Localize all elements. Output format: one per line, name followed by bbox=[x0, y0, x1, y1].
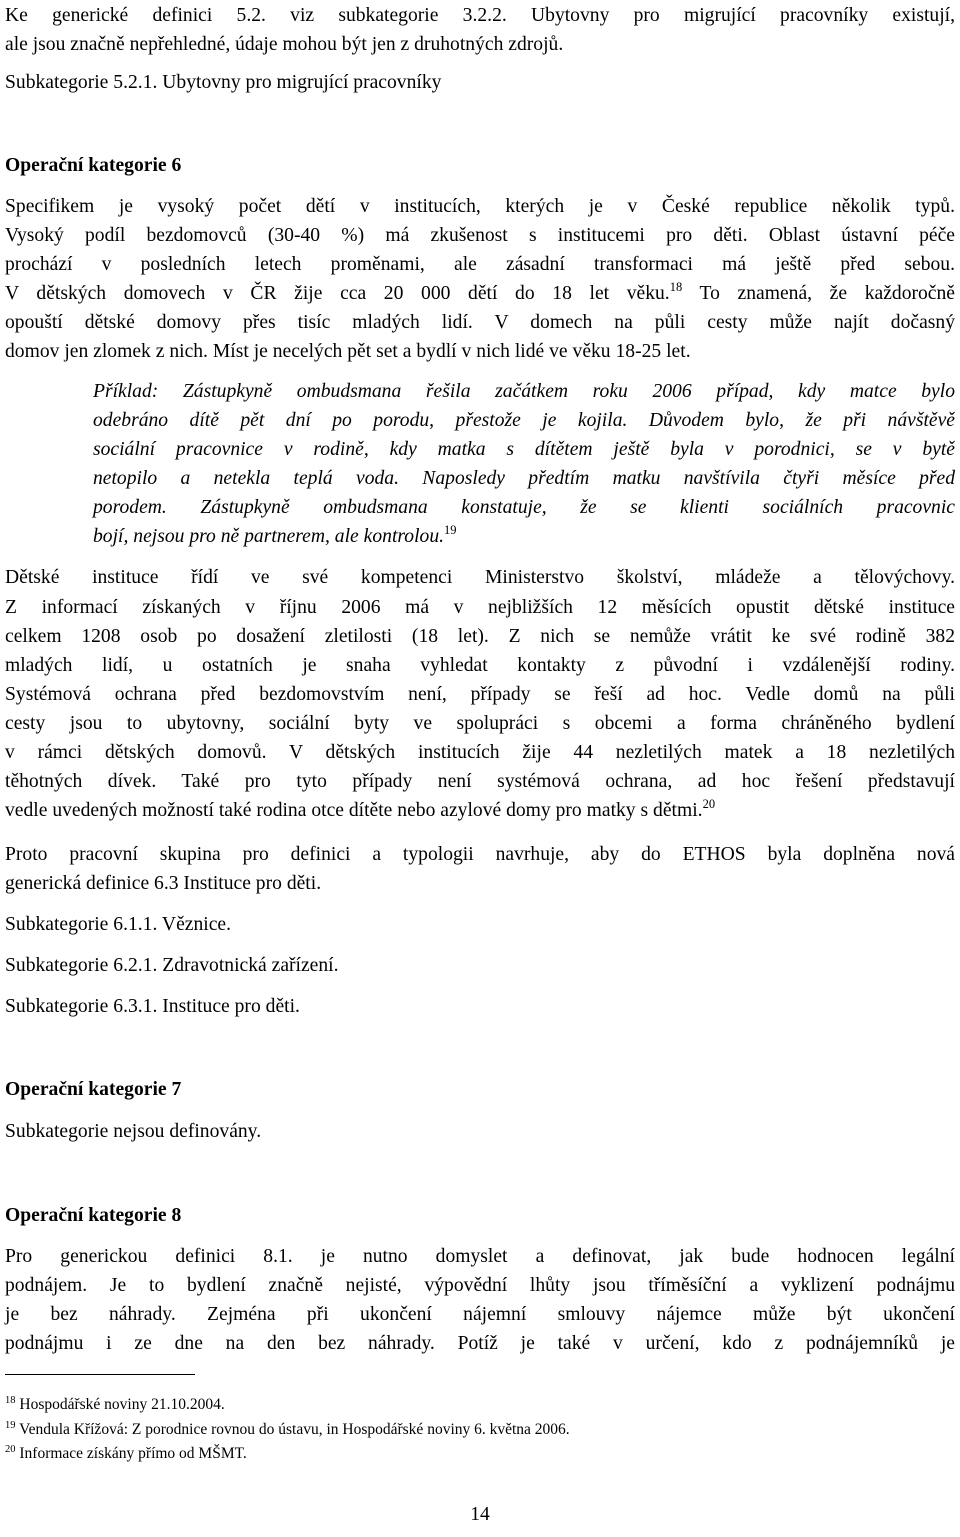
footnote-text: Informace získány přímo od MŠMT. bbox=[19, 1445, 247, 1462]
proposal-line-2: generická definice 6.3 Instituce pro děti. bbox=[5, 873, 322, 894]
heading-operational-category-8: Operační kategorie 8 bbox=[5, 1205, 182, 1226]
example-line-5: porodem. Zástupkyně ombudsmana konstatuje, že se klienti sociálních pracovnic bbox=[93, 497, 955, 518]
institutions-line-9 bbox=[5, 796, 955, 825]
heading-operational-category-7: Operační kategorie 7 bbox=[5, 1079, 182, 1100]
cat6-line-2: Vysoký podíl bezdomovců (30-40 %) má zkušenost s institucemi pro děti. Oblast ústavní péče bbox=[5, 225, 955, 246]
subcategory-6-1-1: Subkategorie 6.1.1. Věznice. bbox=[5, 914, 231, 935]
footnote-text: Vendula Křížová: Z porodnice rovnou do ústavu, in Hospodářské noviny 6. května 2006. bbox=[19, 1421, 570, 1438]
footnote-number: 20 bbox=[5, 1444, 16, 1455]
institutions-line-2: Z informací získaných v říjnu 2006 má v nejbližších 12 měsících opustit dětské instituce bbox=[5, 597, 955, 618]
institutions-line-1: Dětské instituce řídí ve své kompetenci Ministerstvo školství, mládeže a tělovýchovy. bbox=[5, 567, 955, 588]
footnote-separator bbox=[5, 1374, 195, 1375]
subcategory-6-2-1: Subkategorie 6.2.1. Zdravotnická zařízení. bbox=[5, 955, 339, 976]
footnote-number: 18 bbox=[5, 1395, 16, 1406]
cat8-line-3: je bez náhrady. Zejména při ukončení nájemní smlouvy nájemce může být ukončení bbox=[5, 1304, 955, 1325]
cat8-line-1: Pro generickou definici 8.1. je nutno domyslet a definovat, jak bude hodnocen legální bbox=[5, 1246, 955, 1267]
cat6-line-4-text-b: To znamená, že každoročně bbox=[682, 283, 955, 304]
intro-line-2: ale jsou značně nepřehledné, údaje mohou být jen z druhotných zdrojů. bbox=[5, 34, 564, 55]
footnote-text: Hospodářské noviny 21.10.2004. bbox=[19, 1396, 225, 1413]
footnote-ref-19: 19 bbox=[444, 523, 457, 537]
institutions-line-8: těhotných dívek. Také pro tyto případy není systémová ochrana, ad hoc řešení představují bbox=[5, 771, 955, 792]
institutions-line-4: mladých lidí, u ostatních je snaha vyhledat kontakty z původní i vzdálenější rodiny. bbox=[5, 655, 955, 676]
heading-operational-category-6: Operační kategorie 6 bbox=[5, 155, 182, 176]
cat6-line-6: domov jen zlomek z nich. Míst je necelých pět set a bydlí v nich lidé ve věku 18-25 let. bbox=[5, 341, 691, 362]
cat6-line-3: prochází v posledních letech proměnami, ale zásadní transformaci má ještě před sebou. bbox=[5, 254, 955, 275]
page-number: 14 bbox=[470, 1504, 490, 1525]
subcategory-6-3-1: Subkategorie 6.3.1. Instituce pro děti. bbox=[5, 996, 300, 1017]
example-line-3: sociální pracovnice v rodině, kdy matka s dítětem ještě byla v porodnici, se v bytě bbox=[93, 439, 955, 460]
footnote-19 bbox=[5, 1420, 570, 1440]
institutions-line-7: v rámci dětských domovů. V dětských institucích žije 44 nezletilých matek a 18 nezletilých bbox=[5, 742, 955, 763]
intro-line-1: Ke generické definici 5.2. viz subkategorie 3.2.2. Ubytovny pro migrující pracovníky existují, bbox=[5, 5, 955, 26]
footnote-ref-18: 18 bbox=[669, 280, 683, 294]
cat6-line-1: Specifikem je vysoký počet dětí v institucích, kterých je v České republice několik typů. bbox=[5, 196, 955, 217]
proposal-line-1: Proto pracovní skupina pro definici a typologii navrhuje, aby do ETHOS byla doplněna nová bbox=[5, 844, 955, 865]
footnote-ref-20: 20 bbox=[702, 797, 716, 811]
cat8-line-4: podnájmu i ze dne na den bez náhrady. Potíž je také v určení, kdo z podnájemníků je bbox=[5, 1333, 955, 1354]
footnote-number: 19 bbox=[5, 1420, 16, 1431]
footnote-18 bbox=[5, 1395, 225, 1415]
cat8-line-2: podnájem. Je to bydlení značně nejisté, výpovědní lhůty jsou tříměsíční a vyklizení podnájmu bbox=[5, 1275, 955, 1296]
subcategory-5-2-1: Subkategorie 5.2.1. Ubytovny pro migrující pracovníky bbox=[5, 72, 442, 93]
cat6-line-4-text: V dětských domovech v ČR žije cca 20 000 dětí do 18 let věku. bbox=[5, 283, 670, 304]
institutions-line-5: Systémová ochrana před bezdomovstvím není, případy se řeší ad hoc. Vedle domů na půli bbox=[5, 684, 955, 705]
category-7-text: Subkategorie nejsou definovány. bbox=[5, 1121, 262, 1142]
institutions-line-6: cesty jsou to ubytovny, sociální byty ve spolupráci s obcemi a forma chráněného bydlení bbox=[5, 713, 955, 734]
institutions-line-3: celkem 1208 osob po dosažení zletilosti (18 let). Z nich se nemůže vrátit ke své rodině 382 bbox=[5, 626, 955, 647]
example-line-2: odebráno dítě pět dní po porodu, přestože je kojila. Důvodem bylo, že při návštěvě bbox=[93, 410, 955, 431]
example-line-6-text: bojí, nejsou pro ně partnerem, ale kontrolou. bbox=[93, 526, 445, 547]
example-line-1: Příklad: Zástupkyně ombudsmana řešila začátkem roku 2006 případ, kdy matce bylo bbox=[93, 381, 955, 402]
cat6-line-5: opouští dětské domovy přes tisíc mladých lidí. V domech na půli cesty může najít dočasný bbox=[5, 312, 955, 333]
example-line-6 bbox=[93, 522, 955, 551]
institutions-line-9-text: vedle uvedených možností také rodina otce dítěte nebo azylové domy pro matky s dětmi. bbox=[5, 800, 703, 821]
footnote-20 bbox=[5, 1444, 247, 1464]
example-line-4: netopilo a netekla teplá voda. Naposledy předtím matku navštívila čtyři měsíce před bbox=[93, 468, 955, 489]
cat6-line-4 bbox=[5, 279, 955, 308]
